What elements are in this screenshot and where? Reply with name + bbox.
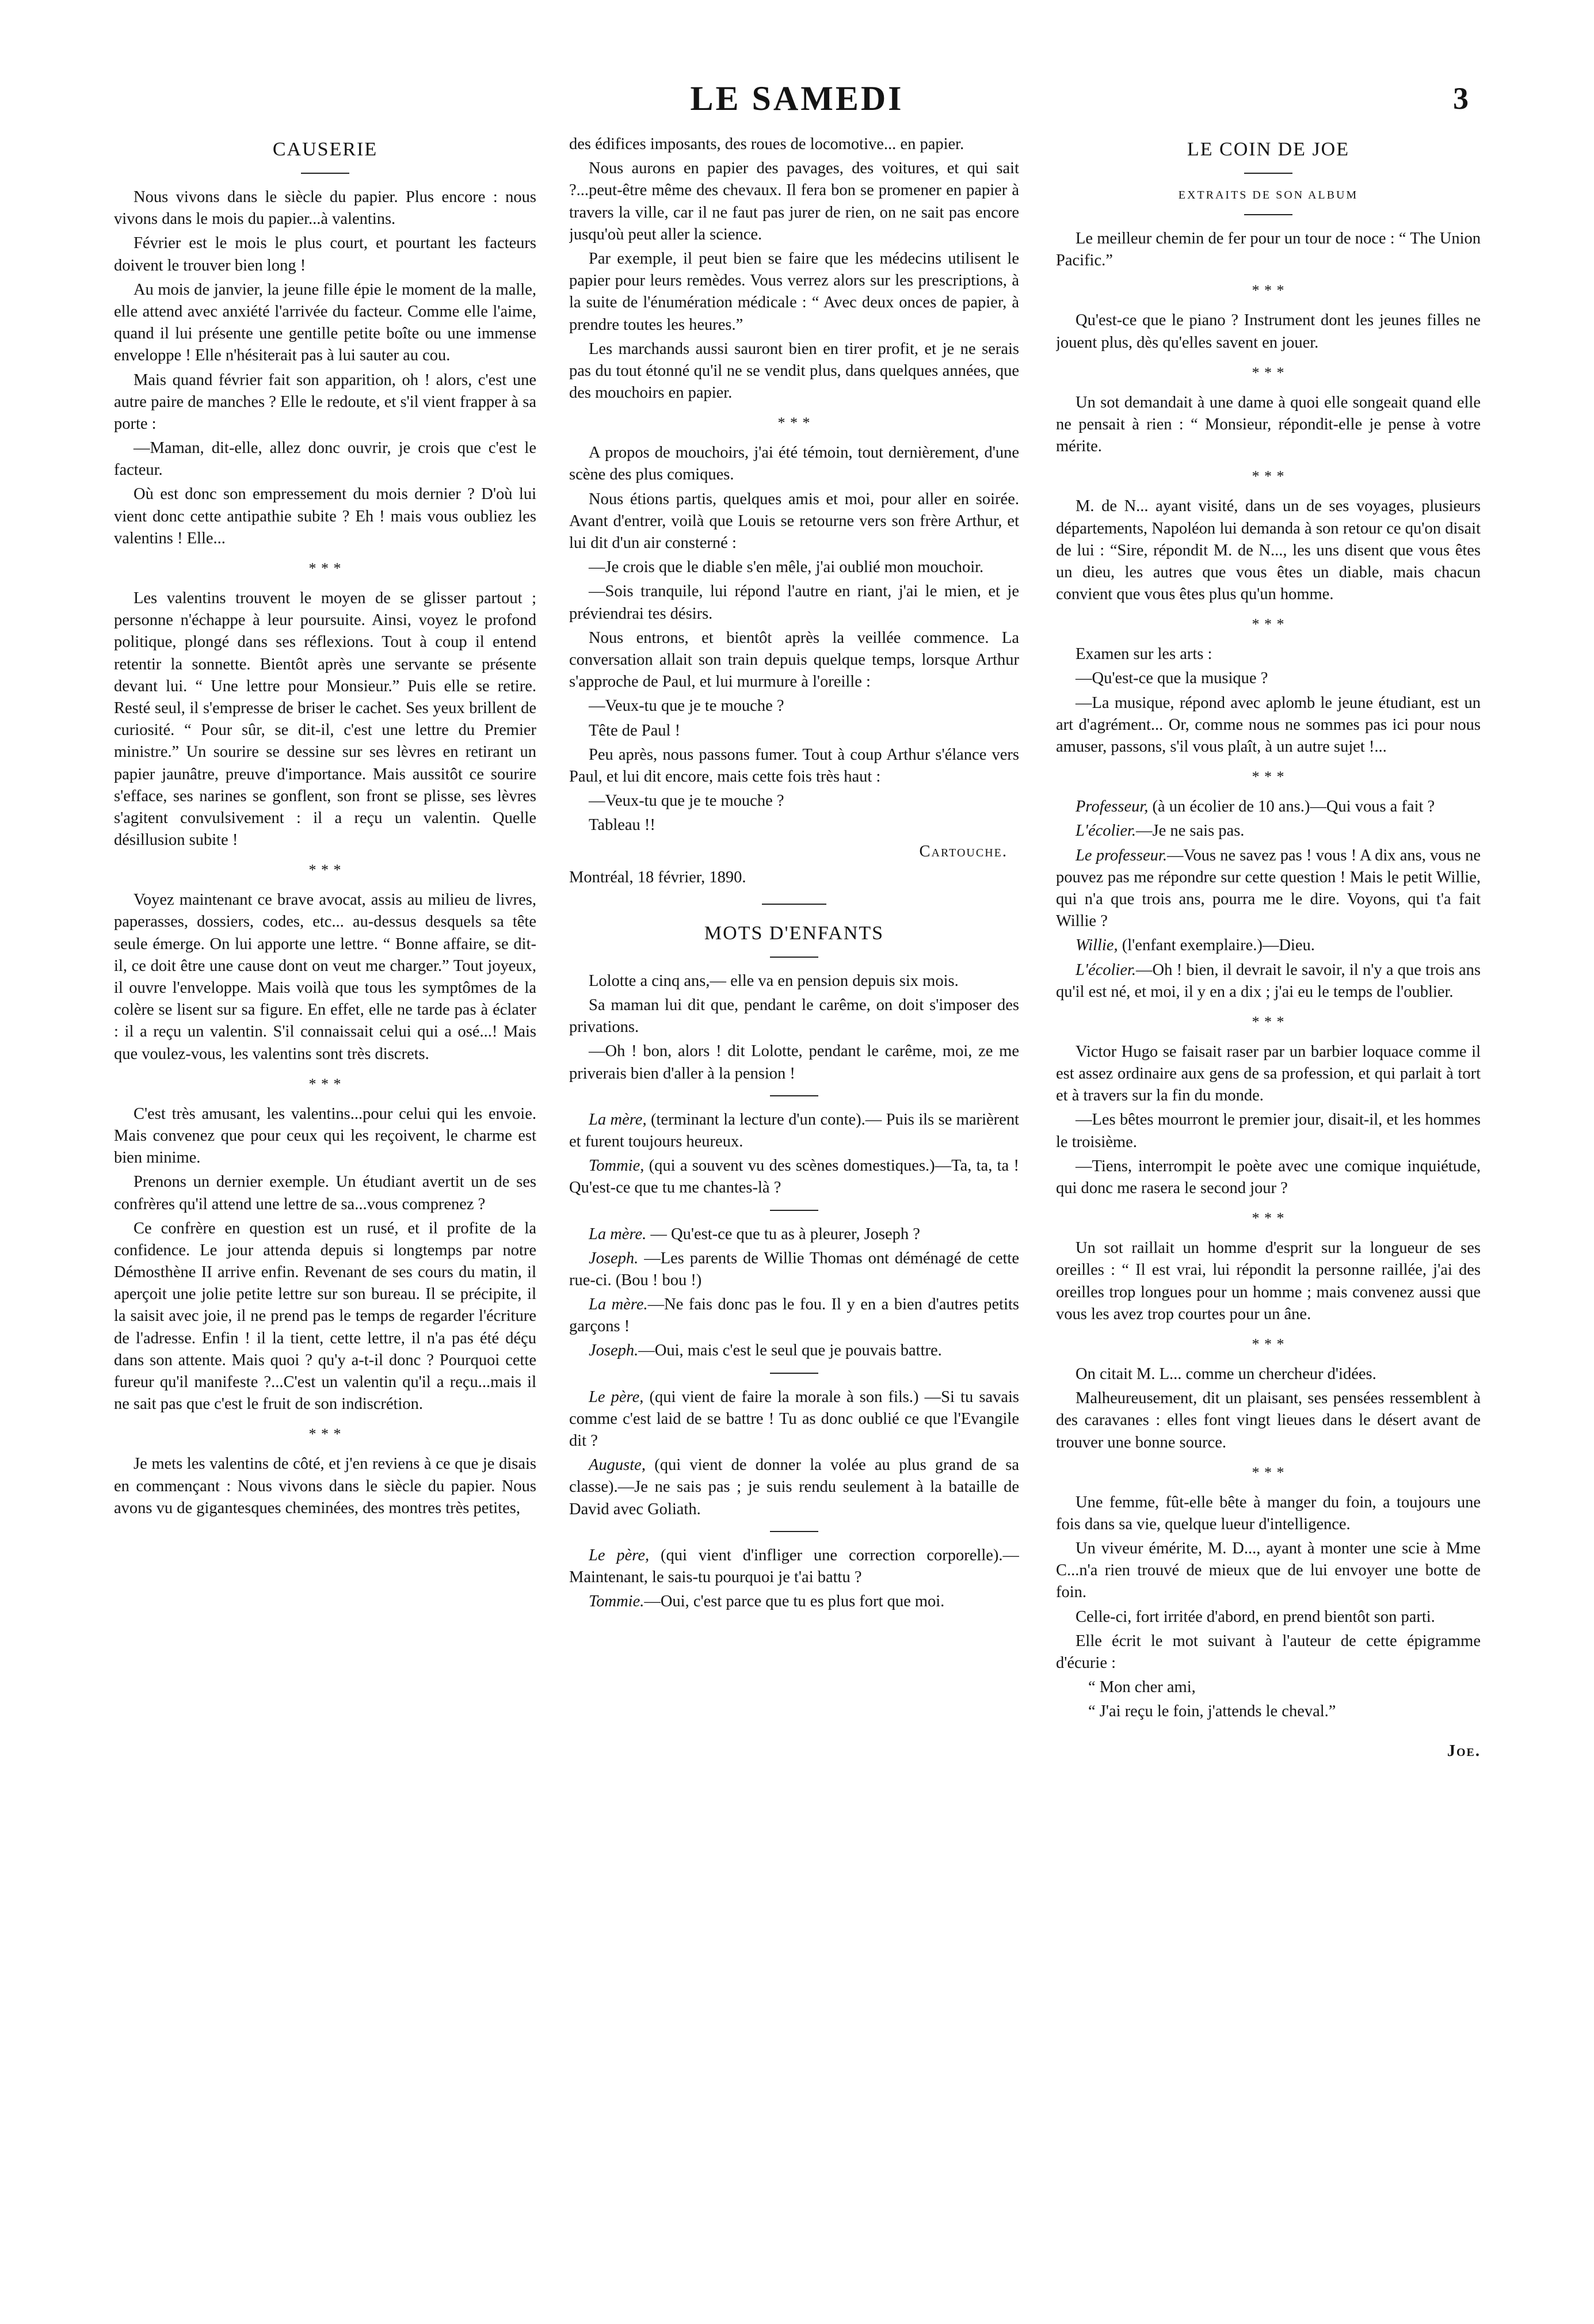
anecdote: M. de N... ayant visité, dans un de ses voyages, plusieurs départements, Napoléon lui demanda à son retour ce qu'on disait de lui : “Sire, répondit M. de N..., les uns disent que vous êtes un dieu, les autres que vous êtes un diable, mais chacun convient que vous êtes plus qu'un homme. [1056,497,1481,604]
dialogue-text: —Les parents de Willie Thomas ont déménagé de cette rue-ci. (Bou ! bou !) [569,1249,1019,1289]
paragraph: Prenons un dernier exemple. Un étudiant avertit un de ses confrères qu'il attend une lettre de sa...vous comprenez ? [114,1173,536,1213]
dialogue-line [1056,935,1481,957]
author-signature: Joe. [1447,1742,1481,1760]
dialogue-line [569,1386,1019,1453]
paragraph: Tête de Paul ! [589,721,681,740]
dialogue-line [569,1294,1019,1338]
paragraph: Nous étions partis, quelques amis et moi, pour aller en soirée. Avant d'entrer, voilà que Louis se retourne vers son frère Arthur, et lui dit d'un air consterné : [569,490,1019,552]
paragraph: Tableau !! [589,816,655,835]
anecdote: —Les bêtes mourront le premier jour, disait-il, et les hommes le troisième. [1056,1111,1481,1151]
anecdote: Une femme, fût-elle bête à manger du foin, a toujours une fois dans sa vie, quelque lueur d'intelligence. [1056,1493,1481,1533]
anecdote: Victor Hugo se faisait raser par un barbier loquace comme il est assez ordinaire aux gens de sa profession, et qui parlait à tort et à travers sur la fin du monde. [1056,1042,1481,1105]
asterism-separator: * * * [1252,768,1285,786]
speaker: L'écolier. [1076,961,1137,979]
paragraph: Les valentins trouvent le moyen de se glisser partout ; personne n'échappe à leur poursuite. Ainsi, voyez le profond politique, plongé dans ses réflexions. Tout à coup il entend retentir la sonnette. Bientôt après une servante se présente devant lui. “ Une lettre pour Monsieur.” Puis elle se retire. Resté seul, il s'empresse de briser le cachet. Ses yeux brillent de curiosité. “ Pour sûr, se dit-il, c'est une lettre du Premier ministre.” Un sourire se dessine sur ses lèvres en retirant un papier jaunâtre, preuve d'importance. Mais aussitôt ce sourire s'efface, ses narines se gonflent, son front se plisse, ses lèvres s'agitent convulsivement : il a reçu un valentin. Quelle désillusion subite ! [114,589,536,849]
asterism-separator: * * * [308,862,342,879]
paragraph: Mais quand février fait son apparition, oh ! alors, c'est une autre paire de manches ? Elle le redoute, et s'il vient frapper à sa porte : [114,371,536,433]
anecdote: Un sot raillait un homme d'esprit sur la longueur de ses oreilles : “ Il est vrai, lui répondit la personne raillée, j'ai des oreilles trop longues pour un homme ; mais convenez aussi que vous les avez trop courtes pour un âne. [1056,1239,1481,1323]
column-middle [569,134,1019,2315]
dialogue-text: (à un écolier de 10 ans.)—Qui vous a fait ? [1148,798,1435,816]
speaker: Le père, [589,1546,650,1564]
paragraph: —Je crois que le diable s'en mêle, j'ai oublié mon mouchoir. [589,558,984,577]
dialogue-text: (qui vient d'infliger une correction corporelle).—Maintenant, le sais-tu pourquoi je t'ai battu ? [569,1546,1019,1586]
dialogue-text: (qui vient de donner la volée au plus grand de sa classe).—Je ne sais pas ; je suis rendu seulement à la bataille de David avec Goliath. [569,1456,1019,1518]
asterism-separator: * * * [777,414,811,432]
dialogue-text: (qui vient de faire la morale à son fils.) —Si tu savais comme c'est laid de se battre ! Tu as donc oublié ce que l'Evangile dit ? [569,1388,1019,1450]
dialogue-text: (l'enfant exemplaire.)—Dieu. [1118,936,1315,955]
section-heading-coin-de-joe: LE COIN DE JOE [1187,139,1350,160]
paragraph: —Veux-tu que je te mouche ? [589,792,784,810]
speaker: Professeur, [1076,798,1149,816]
speaker: Willie, [1076,936,1118,955]
verse-line: “ Mon cher ami, [1088,1678,1196,1697]
asterism-separator: * * * [308,560,342,577]
asterism-separator: * * * [1252,1013,1285,1030]
verse-line: “ J'ai reçu le foin, j'attends le cheval.” [1088,1702,1336,1721]
dialogue-text: — Qu'est-ce que tu as à pleurer, Joseph ? [646,1225,920,1243]
item-divider [770,1095,818,1096]
dialogue-text: —Oh ! bien, il devrait le savoir, il n'y a que trois ans qu'il est né, et moi, il y en a dix ; j'ai eu le temps de l'oublier. [1056,961,1481,1001]
running-head [0,78,1594,119]
anecdote: —Tiens, interrompit le poète avec une comique inquiétude, qui donc me rasera le second jour ? [1056,1157,1481,1197]
section-heading-causerie: CAUSERIE [272,139,378,160]
speaker: Le professeur. [1076,846,1167,864]
asterism-separator: * * * [308,1426,342,1443]
speaker: La mère, [589,1110,647,1129]
paragraph: Voyez maintenant ce brave avocat, assis au milieu de livres, paperasses, dossiers, codes, etc... au-dessus desquels sa tête seule émerge. On lui apporte une lettre. “ Bonne affaire, se dit-il, ce doit être une cause dont on veut me charger.” Tout joyeux, il ouvre l'enveloppe. Mais voilà que tous les symptômes de la colère se lisent sur sa figure. En effet, elle ne tarde pas à éclater : il a reçu un valentin. S'il connaissait celui qui a osé...! Mais que voulez-vous, les valentins sont très discrets. [114,891,536,1063]
paragraph: Les marchands aussi sauront bien en tirer profit, et je ne serais pas du tout étonné qu'il ne se vendit plus, dans quelques années, que des mouchoirs en papier. [569,340,1019,402]
paragraph: Ce confrère en question est un rusé, et il profite de la confidence. Le jour attenda depuis si longtemps par notre Démosthène II arrive enfin. Revenant de ses cours du matin, il aperçoit une jolie petite lettre sur son bureau. Il se précipite, il la saisit avec joie, il ne prend pas le temps de regarder l'écriture de l'adresse. Enfin ! il la tient, cette lettre, il n'a pas été déçu dans son attente. Mais quoi ? qu'y a-t-il donc ? Pourquoi cette fureur qu'il manifeste ?...C'est un valentin qu'il a reçu...mais il ne sait pas que c'est le fruit de son indiscrétion. [114,1219,536,1414]
anecdote: Le meilleur chemin de fer pour un tour de noce : “ The Union Pacific.” [1056,230,1481,270]
paragraph: Peu après, nous passons fumer. Tout à coup Arthur s'élance vers Paul, et lui dit encore, mais cette fois très haut : [569,745,1019,786]
dialogue-line [1056,820,1481,842]
paragraph: A propos de mouchoirs, j'ai été témoin, tout dernièrement, d'une scène des plus comiques. [569,444,1019,484]
anecdote: Celle-ci, fort irritée d'abord, en prend bientôt son parti. [1076,1607,1435,1626]
anecdote: —La musique, répond avec aplomb le jeune étudiant, est un art d'agrément... Or, comme nous ne sommes pas ici pour nous amuser, passons, s'il vous plaît, à un autre sujet !... [1056,694,1481,756]
item-divider [770,1531,818,1532]
dialogue-text: (terminant la lecture d'un conte).— Puis ils se marièrent et furent toujours heureux. [569,1110,1019,1150]
anecdote: Un sot demandait à une dame à quoi elle songeait quand elle ne pensait à rien : “ Monsieur, répondit-elle je pense à votre mérite. [1056,393,1481,456]
dialogue-line [569,1454,1019,1521]
anecdote: Malheureusement, dit un plaisant, ses pensées ressemblent à des caravanes : elles font vingt lieues dans le désert avant de trouver une bonne source. [1056,1389,1481,1451]
paragraph: Au mois de janvier, la jeune fille épie le moment de la malle, elle attend avec anxiété l'arrivée du facteur. Comme elle l'aime, quand il lui présente une gentille petite boîte ou une immense enveloppe ! Elle n'hésiterait pas à lui sauter au cou. [114,280,536,365]
anecdote: On citait M. L... comme un chercheur d'idées. [1076,1365,1376,1383]
dialogue-text: —Je ne sais pas. [1136,822,1245,840]
speaker: La mère. [589,1296,648,1314]
speaker: Joseph. [589,1249,639,1267]
speaker: Tommie, [589,1157,645,1175]
paragraph: —Sois tranquile, lui répond l'autre en riant, j'ai le mien, et je préviendrai tes désirs. [569,582,1019,623]
paragraph: Février est le mois le plus court, et pourtant les facteurs doivent le trouver bien long ! [114,234,536,275]
speaker: Le père, [589,1388,644,1406]
dialogue-text: —Oui, c'est parce que tu es plus fort que moi. [644,1592,945,1611]
article-divider [762,904,826,905]
dialogue-line [569,1591,1019,1613]
speaker: Auguste, [589,1456,646,1475]
paragraph: Par exemple, il peut bien se faire que les médecins utilisent le papier pour leurs remèdes. Vous verrez alors sur les prescriptions, à la suite de l'énumération médicale : “ Avec deux onces de papier, à prendre toutes les heures.” [569,249,1019,334]
paragraph: des édifices imposants, des roues de locomotive... en papier. [569,135,964,153]
paragraph: Nous aurons en papier des pavages, des voitures, et qui sait ?...peut-être même des chevaux. Il fera bon se promener en papier à travers la ville, car il ne faut pas jurer de rien, on ne sait pas encore jusqu'où peut aller la science. [569,159,1019,243]
paragraph: C'est très amusant, les valentins...pour celui qui les envoie. Mais convenez que pour ceux qui les reçoivent, le charme est bien minime. [114,1104,536,1167]
dialogue-line [1056,845,1481,933]
asterism-separator: * * * [1252,1335,1285,1353]
dialogue-line [1056,796,1481,818]
paragraph: Je mets les valentins de côté, et j'en reviens à ce que je disais en commençant : Nous vivons dans le siècle du papier. Nous avons vu de gigantesques cheminées, des montres très petites, [114,1455,536,1517]
dateline: Montréal, 18 février, 1890. [569,868,746,886]
dialogue-text: (qui a souvent vu des scènes domestiques.)—Ta, ta, ta ! Qu'est-ce que tu me chantes-là ? [569,1157,1019,1197]
column-coin-de-joe [1056,134,1481,2315]
column-causerie [114,134,536,2315]
item-divider [770,1373,818,1374]
asterism-separator: * * * [1252,1464,1285,1481]
section-heading-mots-denfants: MOTS D'ENFANTS [704,922,884,944]
heading-rule [1244,173,1292,174]
page-number: 3 [1453,81,1469,116]
dialogue-line [569,1155,1019,1199]
dialogue-line [569,1109,1019,1153]
paragraph: Nous vivons dans le siècle du papier. Plus encore : nous vivons dans le mois du papier...à valentins. [114,188,536,228]
dialogue-line [1056,959,1481,1003]
anecdote: Elle écrit le mot suivant à l'auteur de cette épigramme d'écurie : [1056,1632,1481,1672]
asterism-separator: * * * [308,1075,342,1092]
speaker: L'écolier. [1076,822,1137,840]
paragraph: Lolotte a cinq ans,— elle va en pension depuis six mois. [589,971,959,990]
asterism-separator: * * * [1252,364,1285,381]
asterism-separator: * * * [1252,1210,1285,1227]
speaker: Joseph. [589,1342,639,1360]
dialogue-text: —Vous ne savez pas ! vous ! A dix ans, vous ne pouvez pas me répondre sur cette question ! Mais le petit Willie, qui n'a que trois ans, pourra me le dire. Voyons, qui t'a fait Willie ? [1056,846,1481,931]
asterism-separator: * * * [1252,468,1285,485]
paragraph: —Veux-tu que je te mouche ? [589,697,784,715]
item-divider [770,1210,818,1211]
dialogue-text: —Oui, mais c'est le seul que je pouvais battre. [638,1342,942,1360]
dialogue-text: —Ne fais donc pas le fou. Il y en a bien d'autres petits garçons ! [569,1296,1019,1336]
asterism-separator: * * * [1252,282,1285,299]
speaker: La mère. [589,1225,647,1243]
heading-rule [770,957,818,958]
dialogue-line [569,1224,1019,1245]
dialogue-line [569,1340,1019,1362]
anecdote: Qu'est-ce que le piano ? Instrument dont les jeunes filles ne jouent plus, dès qu'elles savent en jouer. [1056,311,1481,352]
dialogue-line [569,1545,1019,1588]
asterism-separator: * * * [1252,616,1285,633]
newspaper-title: LE SAMEDI [690,79,904,117]
paragraph: Sa maman lui dit que, pendant le carême, on doit s'imposer des privations. [569,996,1019,1037]
author-signature: Cartouche. [919,843,1008,861]
dialogue-line [569,1248,1019,1291]
paragraph: Nous entrons, et bientôt après la veillée commence. La conversation allait son train depuis quelque temps, lorsque Arthur s'approche de Paul, et lui murmure à l'oreille : [569,628,1019,691]
paragraph: —Maman, dit-elle, allez donc ouvrir, je crois que c'est le facteur. [114,439,536,479]
speaker: Tommie. [589,1592,645,1611]
heading-rule [1244,214,1292,215]
anecdote: Un viveur émérite, M. D..., ayant à monter une scie à Mme C...n'a rien trouvé de mieux que de lui envoyer une botte de foin. [1056,1540,1481,1602]
paragraph: —Oh ! bon, alors ! dit Lolotte, pendant le carême, moi, ze me priverais bien d'aller à la pension ! [569,1042,1019,1083]
anecdote: —Qu'est-ce que la musique ? [1076,669,1268,688]
anecdote: Examen sur les arts : [1076,645,1212,664]
section-subheading: EXTRAITS DE SON ALBUM [1178,189,1359,201]
paragraph: Où est donc son empressement du mois dernier ? D'où lui vient donc cette antipathie subite ? Eh ! mais vous oubliez les valentins ! Elle... [114,485,536,547]
heading-rule [301,173,349,174]
